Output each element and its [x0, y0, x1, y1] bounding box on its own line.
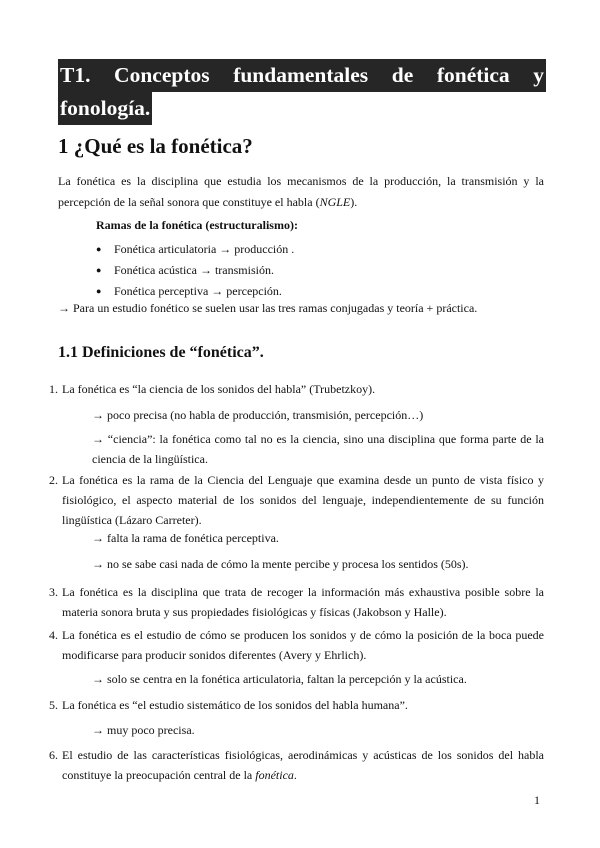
- section-heading: 1 ¿Qué es la fonética?: [58, 134, 253, 158]
- list-item: ● Fonética perceptiva → percepción.: [96, 281, 294, 302]
- item-number: 2.: [49, 473, 58, 487]
- item-text-part: El estudio de las características fisiológicas, aerodinámicas y acústicas de los sonidos del habla constituye la preocupación central de la: [62, 748, 544, 782]
- item-comment: → muy poco precisa.: [92, 723, 195, 737]
- definition-item: [44, 470, 544, 530]
- definition-item: [44, 695, 544, 715]
- document-title: [58, 59, 544, 125]
- item-comment: → solo se centra en la fonética articulatoria, faltan la percepción y la acústica.: [92, 672, 467, 686]
- definition-item: [44, 379, 544, 399]
- item-number: 4.: [49, 628, 58, 642]
- item-comment: → poco precisa (no habla de producción, transmisión, percepción…): [92, 408, 424, 422]
- item-text-end: .: [293, 768, 297, 782]
- item-comment: → no se sabe casi nada de cómo la mente percibe y procesa los sentidos (50s).: [92, 557, 469, 571]
- subsection-heading: 1.1 Definiciones de “fonética”.: [58, 344, 264, 361]
- item-number: 5.: [49, 698, 58, 712]
- item-number: 6.: [49, 748, 58, 762]
- item-text: La fonética es “el estudio sistemático de los sonidos del habla humana”.: [62, 698, 408, 712]
- item-text: La fonética es el estudio de cómo se producen los sonidos y de cómo la posición de la boca puede modificarse para producir sonidos diferentes (Avery y Ehrlich).: [62, 628, 544, 662]
- intro-text-end: ).: [350, 195, 358, 209]
- item-text: La fonética es la rama de la Ciencia del Lenguaje que examina desde un punto de vista físico y fisiológico, el aspecto material de los sonidos del lenguaje, independientemente de su función lingüística (Lázaro Carreter).: [62, 473, 544, 527]
- intro-italic: NGLE: [319, 195, 351, 209]
- title-line-2: fonología.: [58, 92, 152, 125]
- definition-item: [44, 625, 544, 665]
- title-word: fonética: [436, 63, 510, 87]
- item-comment: → falta la rama de fonética perceptiva.: [92, 531, 279, 545]
- list-item: ● Fonética acústica → transmisión.: [96, 260, 294, 281]
- ramas-list: [96, 239, 294, 302]
- title-word: y: [533, 63, 544, 87]
- page-number: 1: [534, 793, 540, 807]
- intro-text: La fonética es la disciplina que estudia los mecanismos de la producción, la transmisión y la percepción de la señal sonora que constituye el habla (: [58, 174, 544, 209]
- intro-paragraph: [58, 171, 544, 213]
- definition-item: [44, 745, 544, 785]
- title-word: de: [391, 63, 414, 87]
- title-word: T1.: [60, 63, 91, 87]
- item-comment: → “ciencia”: la fonética como tal no es la ciencia, sino una disciplina que forma parte de la ciencia de la lingüística.: [92, 432, 544, 466]
- item-text: La fonética es “la ciencia de los sonidos del habla” (Trubetzkoy).: [62, 382, 376, 396]
- item-text: [62, 745, 544, 785]
- definition-item: [44, 582, 544, 622]
- item-number: 1.: [49, 382, 58, 396]
- note-paragraph: → Para un estudio fonético se suelen usar las tres ramas conjugadas y teoría + práctica.: [58, 301, 478, 315]
- item-text: La fonética es la disciplina que trata de recoger la información más exhaustiva posible sobre la materia sonora bruta y sus propiedades fisiológicas y físicas (Jakobson y Halle).: [62, 585, 544, 619]
- list-item: ● Fonética articulatoria → producción .: [96, 239, 294, 260]
- item-number: 3.: [49, 585, 58, 599]
- title-word: Conceptos: [114, 63, 210, 87]
- title-word: fundamentales: [233, 63, 369, 87]
- title-line-1: [58, 59, 546, 92]
- item-text-italic: fonética: [255, 768, 294, 782]
- ramas-title: Ramas de la fonética (estructuralismo):: [96, 218, 298, 232]
